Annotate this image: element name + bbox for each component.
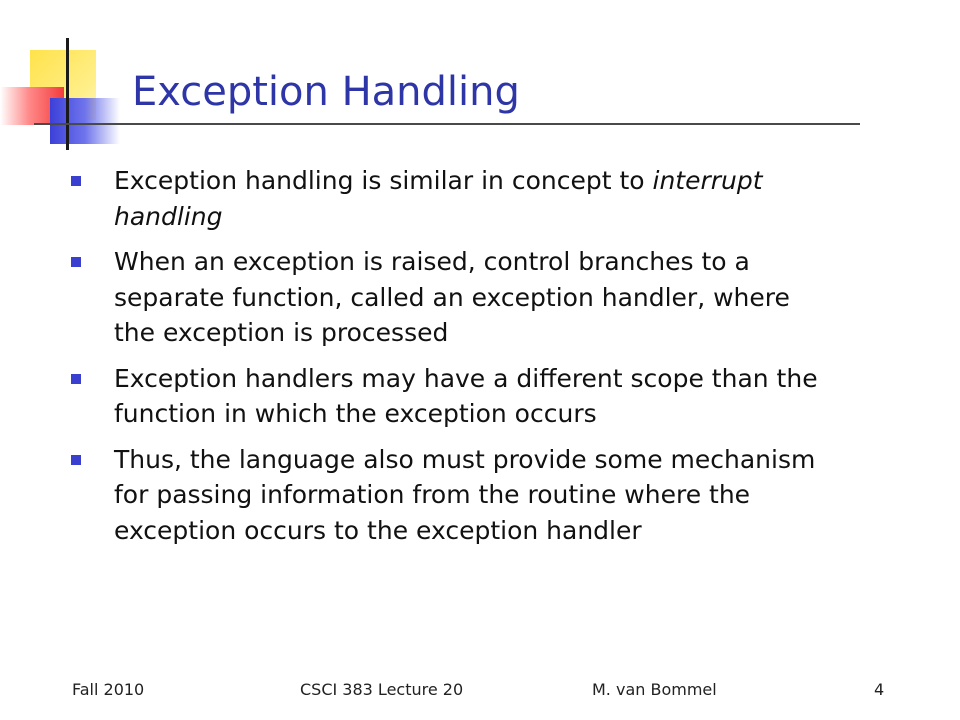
decor-vertical-line	[66, 38, 69, 150]
bullet-text	[114, 163, 878, 234]
bullet-text: Thus, the language also must provide some mechanism for passing information from the routine where the exception occurs to the exception handler	[114, 444, 816, 545]
bullet-item	[68, 361, 878, 432]
footer-author: M. van Bommel	[592, 680, 717, 699]
bullet-square-icon	[71, 455, 81, 465]
bullet-text-emphasis: interrupt handling	[114, 166, 763, 231]
footer-page-number: 4	[874, 680, 885, 699]
bullet-item	[68, 163, 878, 234]
bullet-text: Exception handlers may have a different scope than the function in which the exception occurs	[114, 363, 818, 428]
bullet-text-plain: Exception handling is similar in concept to	[114, 166, 653, 195]
footer-term: Fall 2010	[72, 680, 145, 699]
bullet-square-icon	[71, 176, 81, 186]
bullet-square-icon	[71, 374, 81, 384]
bullet-text: When an exception is raised, control branches to a separate function, called an exception handler, where the exception is processed	[114, 247, 790, 347]
decor-blue-square	[50, 98, 120, 144]
bullet-item	[68, 244, 878, 351]
bullet-item	[68, 442, 878, 549]
bullet-list	[68, 163, 878, 558]
slide-title: Exception Handling	[132, 69, 520, 115]
bullet-square-icon	[71, 257, 81, 267]
footer-course: CSCI 383 Lecture 20	[300, 680, 464, 699]
title-underline	[34, 123, 860, 125]
